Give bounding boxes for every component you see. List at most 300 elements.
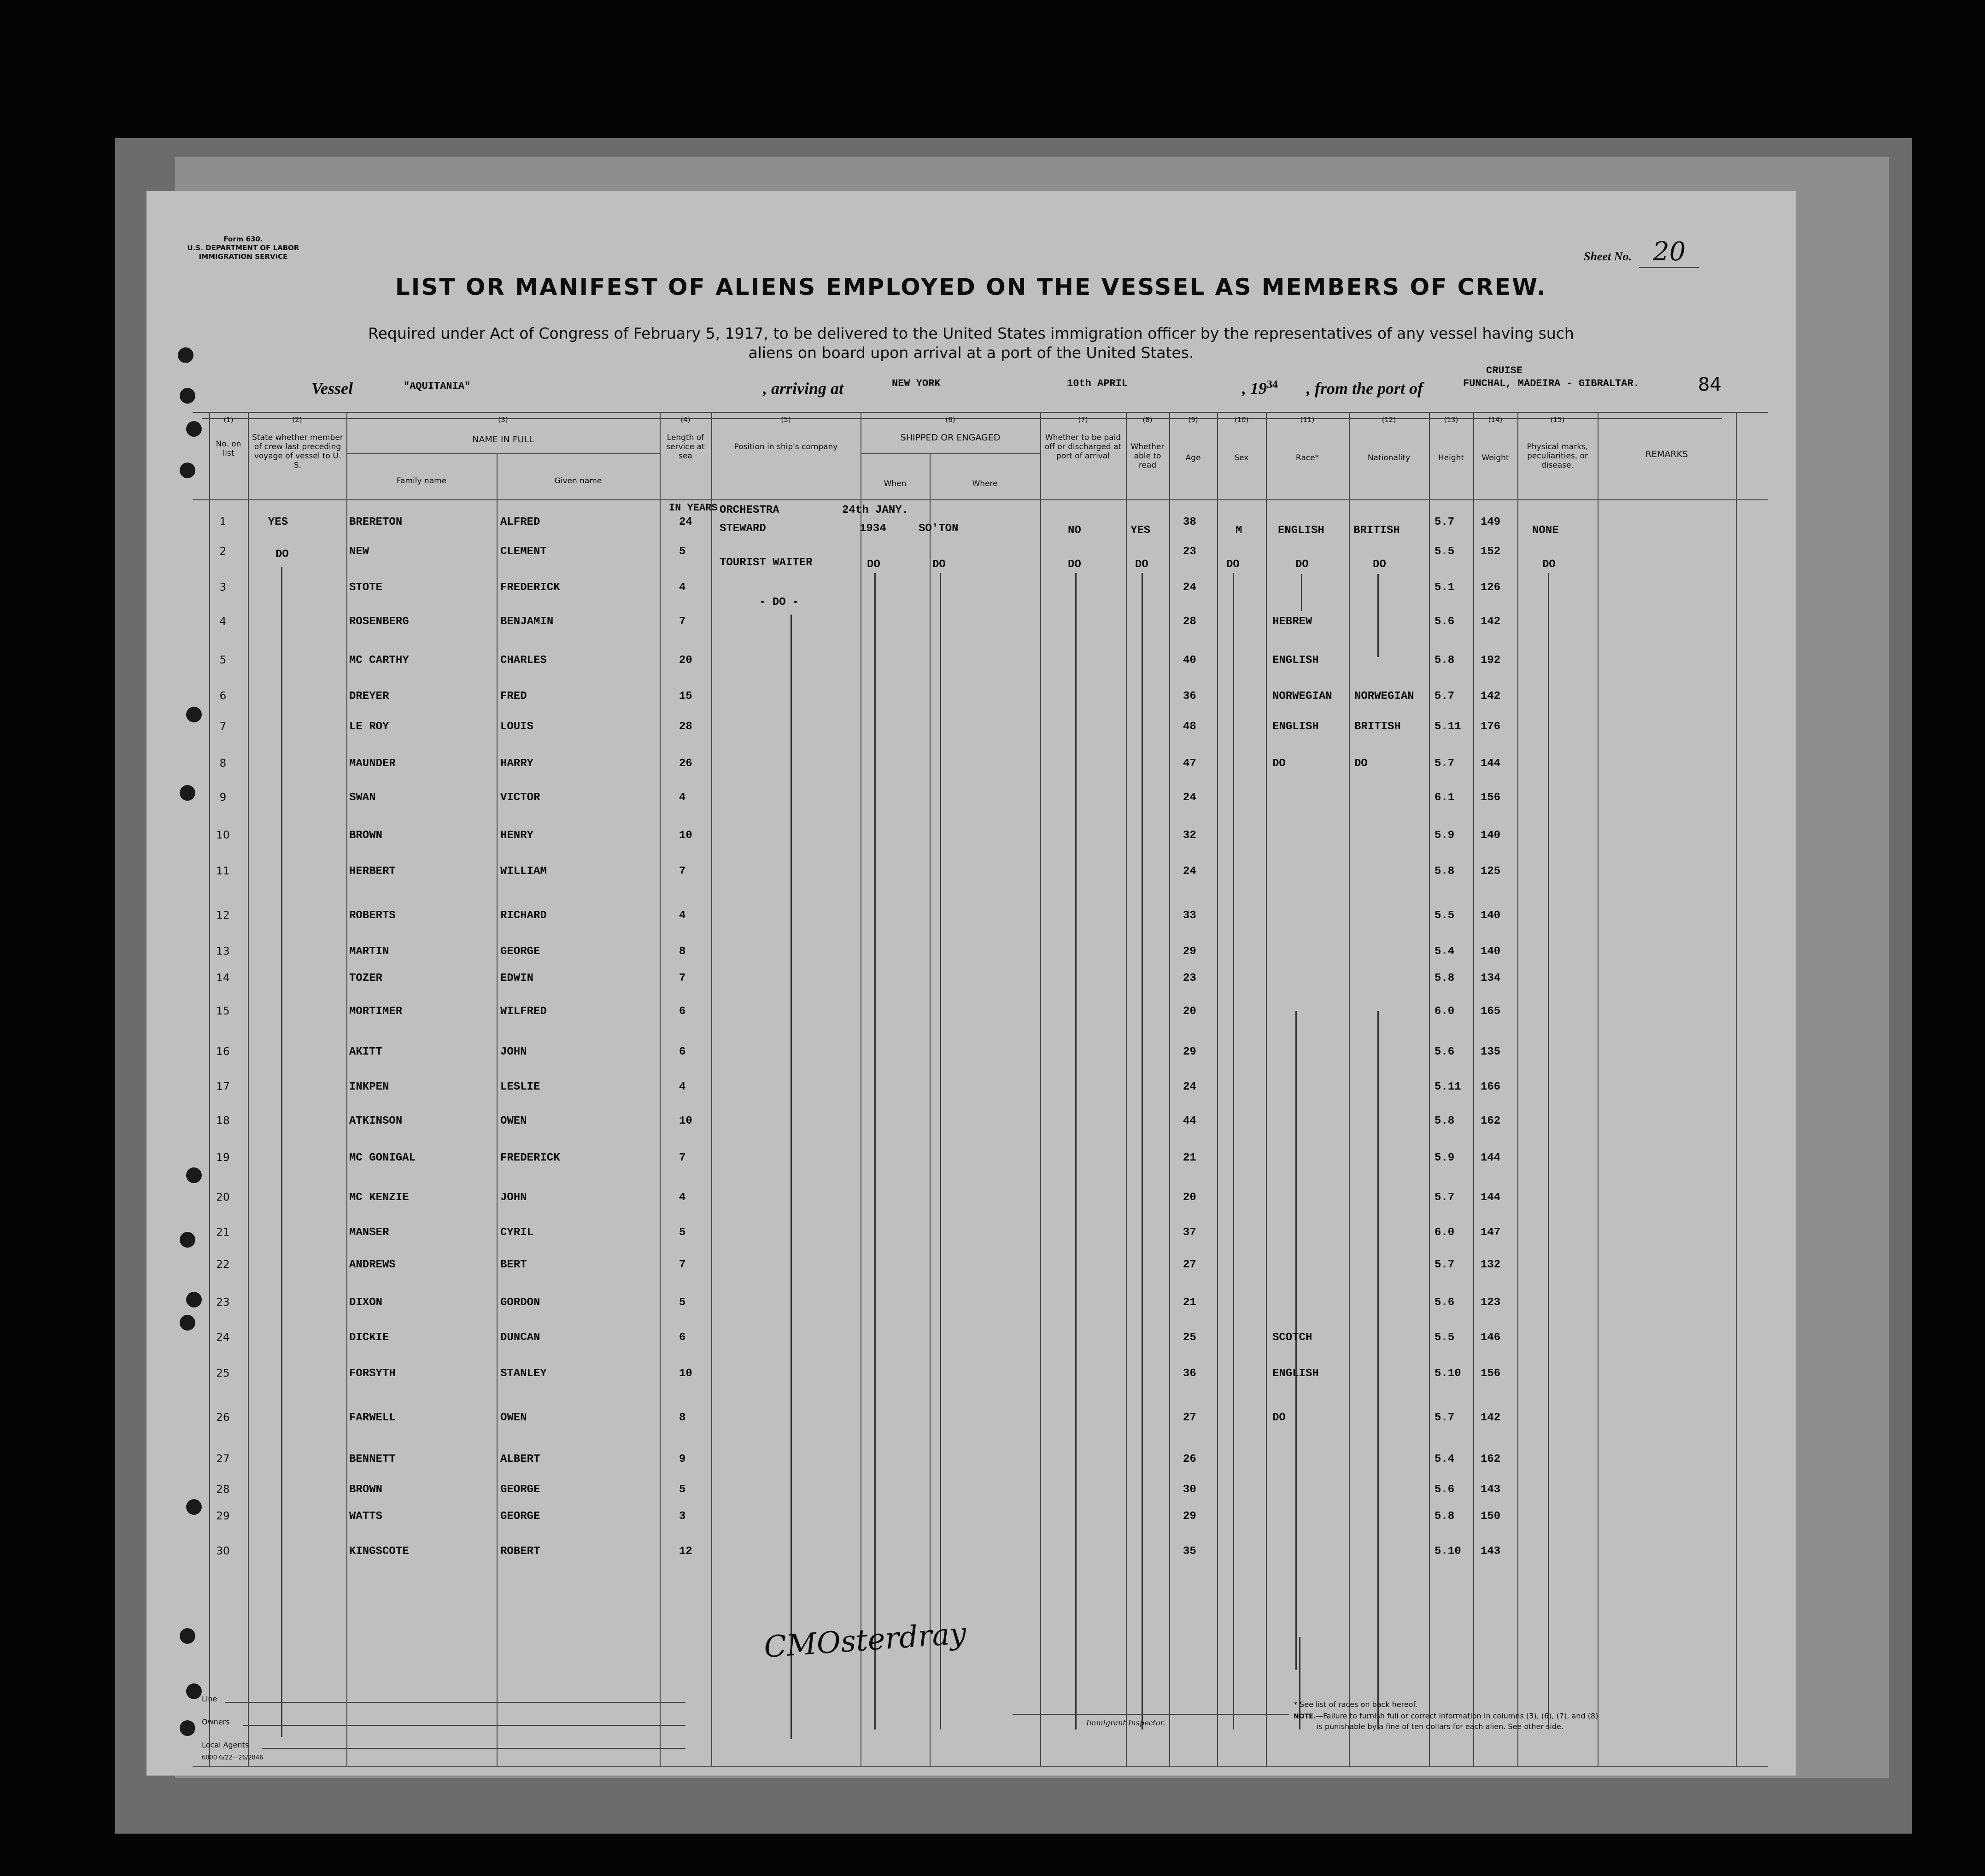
service-years: 10: [679, 829, 692, 842]
service-years: 4: [679, 1081, 686, 1093]
row-number: 25: [216, 1367, 230, 1379]
col-number: (5): [781, 416, 791, 424]
given-name: FREDERICK: [500, 1152, 560, 1164]
age: 21: [1183, 1152, 1196, 1164]
age: 21: [1183, 1296, 1196, 1309]
family-name: NEW: [349, 545, 369, 558]
row1-nationality: BRITISH: [1353, 524, 1400, 537]
row1-shipped-when-line1: 24th JANY.: [842, 504, 909, 516]
arriving-port: NEW YORK: [892, 378, 941, 389]
family-name: DREYER: [349, 690, 389, 703]
given-name: ALFRED: [500, 516, 540, 528]
service-years: 5: [679, 1226, 686, 1239]
department-name: U.S. DEPARTMENT OF LABOR: [187, 244, 299, 252]
family-name: INKPEN: [349, 1081, 389, 1093]
col-rule: [1349, 412, 1350, 1766]
race: DO: [1272, 757, 1286, 770]
requirement-line-2: aliens on board upon arrival at a port of the United States.: [748, 344, 1194, 362]
row1-able-read: YES: [1130, 524, 1151, 537]
given-name: ALBERT: [500, 1453, 540, 1466]
row-number: 17: [216, 1081, 230, 1093]
col-number: (1): [223, 416, 234, 424]
weight: 125: [1481, 865, 1501, 878]
manifest-table: [146, 407, 1796, 1835]
row1-position-line1: ORCHESTRA: [720, 504, 779, 516]
service-years: 7: [679, 865, 686, 878]
given-name: DUNCAN: [500, 1331, 540, 1344]
service-years: 12: [679, 1545, 692, 1558]
row-number: 14: [216, 972, 230, 984]
row2-position: TOURIST WAITER: [720, 557, 813, 569]
row2-shipped-when: DO: [867, 558, 880, 571]
col-number: (11): [1300, 416, 1315, 424]
col-rule: [1126, 412, 1127, 1766]
given-name: BERT: [500, 1259, 527, 1271]
col-rule: [1598, 412, 1599, 1766]
service-years: 24: [679, 516, 692, 528]
height: 5.6: [1435, 1296, 1455, 1309]
header-shipped-engaged: SHIPPED OR ENGAGED: [900, 433, 1001, 443]
col-number: (6): [945, 416, 955, 424]
height: 5.5: [1435, 1331, 1455, 1344]
row1-race: ENGLISH: [1278, 524, 1324, 537]
sheet-number-block: [1584, 237, 1699, 267]
given-name: HENRY: [500, 829, 534, 842]
given-name: EDWIN: [500, 972, 534, 985]
service-years: 20: [679, 654, 692, 667]
weight: 135: [1481, 1046, 1501, 1058]
col-rule: [1266, 412, 1267, 1766]
header-physical-marks: Physical marks, peculiarities, or disease.: [1527, 442, 1588, 470]
age: 48: [1183, 721, 1196, 733]
height: 6.1: [1435, 791, 1455, 804]
weight: 146: [1481, 1331, 1501, 1344]
col-number: (2): [292, 416, 302, 424]
year-suffix: 34: [1267, 379, 1278, 391]
age: 37: [1183, 1226, 1196, 1239]
ditto-line: [1377, 1011, 1379, 1729]
race: HEBREW: [1272, 616, 1312, 628]
sheet-label: Sheet No.: [1584, 250, 1632, 263]
family-name: ROSENBERG: [349, 616, 409, 628]
col-number: (13): [1444, 416, 1458, 424]
col-rule: [1040, 412, 1041, 1766]
height: 5.6: [1435, 1046, 1455, 1058]
inspector-signature: CMOsterdray: [762, 1616, 967, 1665]
col-number: (12): [1382, 416, 1396, 424]
age: 23: [1183, 545, 1196, 558]
service-years: 9: [679, 1453, 686, 1466]
given-name: GEORGE: [500, 1483, 540, 1496]
race: ENGLISH: [1272, 1367, 1319, 1380]
height: 5.10: [1435, 1545, 1461, 1558]
departure-ports: FUNCHAL, MADEIRA - GIBRALTAR.: [1463, 378, 1640, 389]
family-name: FORSYTH: [349, 1367, 396, 1380]
weight: 156: [1481, 1367, 1501, 1380]
footer-agents-label: Local Agents: [202, 1741, 249, 1749]
given-name: ROBERT: [500, 1545, 540, 1558]
requirement-line-1: Required under Act of Congress of February 5, 1917, to be delivered to the United States immigration officer by the representatives of any vessel having such: [368, 324, 1574, 342]
row-number: 12: [216, 909, 230, 921]
row-number: 2: [219, 545, 227, 557]
ditto-line: [874, 573, 876, 1729]
form-number: Form 630.: [223, 235, 263, 243]
weight: 149: [1481, 516, 1501, 528]
row1-shipped-when-line2: 1934: [860, 522, 886, 535]
shipped-sub-rule: [861, 453, 1040, 454]
age: 47: [1183, 757, 1196, 770]
height: 5.8: [1435, 1510, 1455, 1523]
col-rule: [248, 412, 249, 1766]
row1-position-line2: STEWARD: [720, 522, 766, 535]
note-text-1: —Failure to furnish full or correct information in columns (3), (6), (7), and (8): [1316, 1712, 1599, 1720]
manifest-page: [146, 191, 1796, 1776]
service-years: 8: [679, 945, 686, 958]
header-sex: Sex: [1234, 453, 1249, 463]
height: 5.7: [1435, 1259, 1455, 1271]
family-name: HERBERT: [349, 865, 396, 878]
from-label: , from the port of: [1306, 379, 1423, 398]
age: 27: [1183, 1412, 1196, 1424]
ditto-line: [1142, 573, 1143, 1729]
family-name: LE ROY: [349, 721, 389, 733]
age: 24: [1183, 581, 1196, 594]
height: 5.7: [1435, 757, 1455, 770]
col-number: (8): [1142, 416, 1153, 424]
weight: 134: [1481, 972, 1501, 985]
service-years: 4: [679, 909, 686, 922]
family-name: BROWN: [349, 829, 383, 842]
header-given-name: Given name: [554, 476, 602, 486]
col-rule: [346, 412, 347, 1766]
family-name: BENNETT: [349, 1453, 396, 1466]
given-name: CLEMENT: [500, 545, 547, 558]
age: 27: [1183, 1259, 1196, 1271]
weight: 132: [1481, 1259, 1501, 1271]
footer-line-label: Line: [202, 1694, 217, 1703]
weight: 144: [1481, 1152, 1501, 1164]
row-number: 18: [216, 1115, 230, 1127]
ditto-line: [1301, 574, 1302, 611]
family-name: FARWELL: [349, 1412, 396, 1424]
weight: 140: [1481, 945, 1501, 958]
weight: 142: [1481, 1412, 1501, 1424]
weight: 140: [1481, 909, 1501, 922]
family-name: KINGSCOTE: [349, 1545, 409, 1558]
weight: 123: [1481, 1296, 1501, 1309]
vessel-label: Vessel: [311, 379, 353, 398]
row-number: 9: [219, 791, 227, 803]
row-number: 28: [216, 1483, 230, 1495]
col-number: (4): [680, 416, 691, 424]
race: ENGLISH: [1272, 654, 1319, 667]
footer-owners-rule: [243, 1725, 685, 1726]
name-sub-rule: [346, 453, 660, 454]
weight: 147: [1481, 1226, 1501, 1239]
age: 29: [1183, 1046, 1196, 1058]
footer-owners-label: Owners: [202, 1718, 230, 1726]
row-number: 6: [219, 690, 227, 702]
family-name: ATKINSON: [349, 1115, 403, 1127]
weight: 150: [1481, 1510, 1501, 1523]
family-name: TOZER: [349, 972, 383, 985]
row1-previous-voyage: YES: [268, 516, 288, 528]
header-weight: Weight: [1481, 453, 1509, 463]
given-name: BENJAMIN: [500, 616, 554, 628]
family-name: MARTIN: [349, 945, 389, 958]
given-name: OWEN: [500, 1115, 527, 1127]
given-name: JOHN: [500, 1046, 527, 1058]
inspector-label: Immigrant Inspector.: [1086, 1718, 1165, 1727]
weight: 162: [1481, 1453, 1501, 1466]
height: 5.7: [1435, 1191, 1455, 1204]
given-name: GEORGE: [500, 1510, 540, 1523]
ditto-line: [940, 573, 941, 1729]
ditto-line: [1075, 573, 1077, 1729]
service-years: 4: [679, 791, 686, 804]
row-number: 4: [219, 616, 227, 627]
height: 5.4: [1435, 945, 1455, 958]
header-remarks: REMARKS: [1645, 449, 1688, 459]
header-bottom-rule: [193, 499, 1768, 500]
family-name: MANSER: [349, 1226, 389, 1239]
form-identifier: [183, 235, 303, 261]
age: 35: [1183, 1545, 1196, 1558]
height: 5.6: [1435, 616, 1455, 628]
col-rule: [1473, 412, 1474, 1766]
header-height: Height: [1438, 453, 1464, 463]
col-rule: [1429, 412, 1430, 1766]
height: 5.11: [1435, 1081, 1461, 1093]
year-prefix: , 19: [1242, 379, 1267, 398]
given-name: LESLIE: [500, 1081, 540, 1093]
col-rule: [1517, 412, 1518, 1766]
ditto-line: [790, 615, 792, 1739]
age: 40: [1183, 654, 1196, 667]
given-name: WILLIAM: [500, 865, 547, 878]
header-able-read: Whether able to read: [1130, 442, 1165, 470]
weight: 140: [1481, 829, 1501, 842]
family-name: BROWN: [349, 1483, 383, 1496]
service-years: 10: [679, 1367, 692, 1380]
row-number: 29: [216, 1510, 230, 1522]
height: 5.8: [1435, 972, 1455, 985]
ditto-line: [1548, 573, 1549, 1729]
weight: 144: [1481, 757, 1501, 770]
header-no-on-list: No. on list: [216, 440, 241, 458]
row-number: 20: [216, 1191, 230, 1203]
row-number: 15: [216, 1005, 230, 1017]
row-number: 19: [216, 1152, 230, 1164]
race: SCOTCH: [1272, 1331, 1312, 1344]
header-nationality: Nationality: [1367, 453, 1411, 463]
header-length-service: Length of service at sea: [666, 433, 705, 461]
weight: 142: [1481, 616, 1501, 628]
age: 38: [1183, 516, 1196, 528]
weight: 144: [1481, 1191, 1501, 1204]
col-number: (9): [1188, 416, 1198, 424]
age: 44: [1183, 1115, 1196, 1127]
age: 25: [1183, 1331, 1196, 1344]
footer-line-rule: [225, 1702, 685, 1703]
given-name: LOUIS: [500, 721, 534, 733]
row-number: 8: [219, 757, 227, 769]
service-years: 4: [679, 1191, 686, 1204]
col-number: (7): [1078, 416, 1088, 424]
height: 5.9: [1435, 829, 1455, 842]
height: 5.11: [1435, 721, 1461, 733]
row2-nationality: DO: [1373, 558, 1386, 571]
note-text-2: is punishable by a fine of ten dollars for each alien. See other side.: [1317, 1722, 1563, 1731]
table-bottom-rule: [193, 1766, 1768, 1767]
height: 5.5: [1435, 545, 1455, 558]
col-rule: [1169, 412, 1170, 1766]
weight: 152: [1481, 545, 1501, 558]
service-years: 6: [679, 1046, 686, 1058]
footer-agents-rule: [262, 1748, 685, 1749]
weight: 143: [1481, 1483, 1501, 1496]
header-race: Race*: [1295, 453, 1319, 463]
page-number: 84: [1698, 374, 1722, 395]
row-number: 22: [216, 1259, 230, 1271]
row-number: 3: [219, 581, 227, 593]
sheet-number: 20: [1639, 237, 1699, 268]
family-name: MORTIMER: [349, 1005, 403, 1018]
height: 5.9: [1435, 1152, 1455, 1164]
height: 5.4: [1435, 1453, 1455, 1466]
given-name: CHARLES: [500, 654, 547, 667]
nationality: NORWEGIAN: [1354, 690, 1414, 703]
row-number: 26: [216, 1412, 230, 1424]
given-name: JOHN: [500, 1191, 527, 1204]
race-note: * See list of races on back hereof.: [1294, 1700, 1418, 1709]
row-number: 27: [216, 1453, 230, 1465]
row1-sex: M: [1236, 524, 1242, 537]
height: 5.6: [1435, 1483, 1455, 1496]
given-name: HARRY: [500, 757, 534, 770]
age: 20: [1183, 1191, 1196, 1204]
given-name: VICTOR: [500, 791, 540, 804]
service-years: 26: [679, 757, 692, 770]
col-rule: [660, 412, 661, 1766]
ditto-line: [1377, 574, 1379, 657]
weight: 142: [1481, 690, 1501, 703]
col-rule: [711, 412, 712, 1766]
family-name: SWAN: [349, 791, 376, 804]
height: 5.1: [1435, 581, 1455, 594]
family-name: WATTS: [349, 1510, 383, 1523]
col-rule: [930, 453, 931, 1766]
service-name: IMMIGRATION SERVICE: [199, 252, 288, 261]
family-name: ANDREWS: [349, 1259, 396, 1271]
age: 36: [1183, 690, 1196, 703]
row2-shipped-where: DO: [932, 558, 946, 571]
service-years: 5: [679, 1483, 686, 1496]
header-previous-voyage: State whether member of crew last preceding voyage of vessel to U. S.: [252, 433, 343, 470]
in-years-label: IN YEARS: [669, 502, 718, 514]
service-years: 5: [679, 545, 686, 558]
row-number: 16: [216, 1046, 230, 1058]
col-rule: [497, 453, 498, 1766]
row2-paid-off: DO: [1068, 558, 1081, 571]
height: 6.0: [1435, 1226, 1455, 1239]
given-name: FRED: [500, 690, 527, 703]
height: 5.7: [1435, 516, 1455, 528]
age: 23: [1183, 972, 1196, 985]
weight: 192: [1481, 654, 1501, 667]
punch-hole: [180, 388, 195, 404]
col-number: (15): [1550, 416, 1565, 424]
service-years: 28: [679, 721, 692, 733]
ditto-line: [281, 567, 282, 1737]
given-name: GEORGE: [500, 945, 540, 958]
service-years: 8: [679, 1412, 686, 1424]
weight: 166: [1481, 1081, 1501, 1093]
row-number: 21: [216, 1226, 230, 1238]
col-rule: [1217, 412, 1218, 1766]
given-name: CYRIL: [500, 1226, 534, 1239]
row-number: 11: [216, 865, 230, 877]
arriving-label: , arriving at: [763, 379, 844, 398]
race: NORWEGIAN: [1272, 690, 1332, 703]
service-years: 3: [679, 1510, 686, 1523]
header-paid-off: Whether to be paid off or discharged at port of arrival: [1044, 433, 1122, 461]
row-number: 24: [216, 1331, 230, 1343]
row2-race: DO: [1295, 558, 1309, 571]
race: DO: [1272, 1412, 1286, 1424]
fine-note: [1294, 1711, 1598, 1732]
family-name: MC KENZIE: [349, 1191, 409, 1204]
row2-able-read: DO: [1135, 558, 1148, 571]
height: 5.7: [1435, 690, 1455, 703]
header-family-name: Family name: [396, 476, 447, 486]
age: 36: [1183, 1367, 1196, 1380]
row-number: 5: [219, 654, 227, 666]
age: 33: [1183, 909, 1196, 922]
age: 24: [1183, 865, 1196, 878]
header-position: Position in ship's company: [734, 442, 838, 451]
row-number: 10: [216, 829, 230, 841]
col-rule: [1736, 412, 1737, 1766]
header-name-in-full: NAME IN FULL: [472, 434, 534, 445]
height: 6.0: [1435, 1005, 1455, 1018]
row1-shipped-where: SO'TON: [919, 522, 959, 535]
family-name: STOTE: [349, 581, 383, 594]
header-when: When: [884, 479, 907, 488]
year-label: [1242, 379, 1278, 398]
given-name: FREDERICK: [500, 581, 560, 594]
given-name: RICHARD: [500, 909, 547, 922]
height: 5.5: [1435, 909, 1455, 922]
age: 28: [1183, 616, 1196, 628]
service-years: 7: [679, 1259, 686, 1271]
row2-sex: DO: [1226, 558, 1240, 571]
ditto-line: [1233, 573, 1234, 1729]
given-name: WILFRED: [500, 1005, 547, 1018]
row-number: 23: [216, 1296, 230, 1308]
voyage-line: [311, 365, 1786, 411]
col-number: (14): [1488, 416, 1503, 424]
service-years: 15: [679, 690, 692, 703]
header-where: Where: [972, 479, 998, 488]
age: 24: [1183, 791, 1196, 804]
height: 5.8: [1435, 1115, 1455, 1127]
age: 29: [1183, 945, 1196, 958]
service-years: 6: [679, 1005, 686, 1018]
page-title: LIST OR MANIFEST OF ALIENS EMPLOYED ON THE VESSEL AS MEMBERS OF CREW.: [395, 274, 1547, 300]
row1-paid-off: NO: [1068, 524, 1081, 537]
age: 20: [1183, 1005, 1196, 1018]
